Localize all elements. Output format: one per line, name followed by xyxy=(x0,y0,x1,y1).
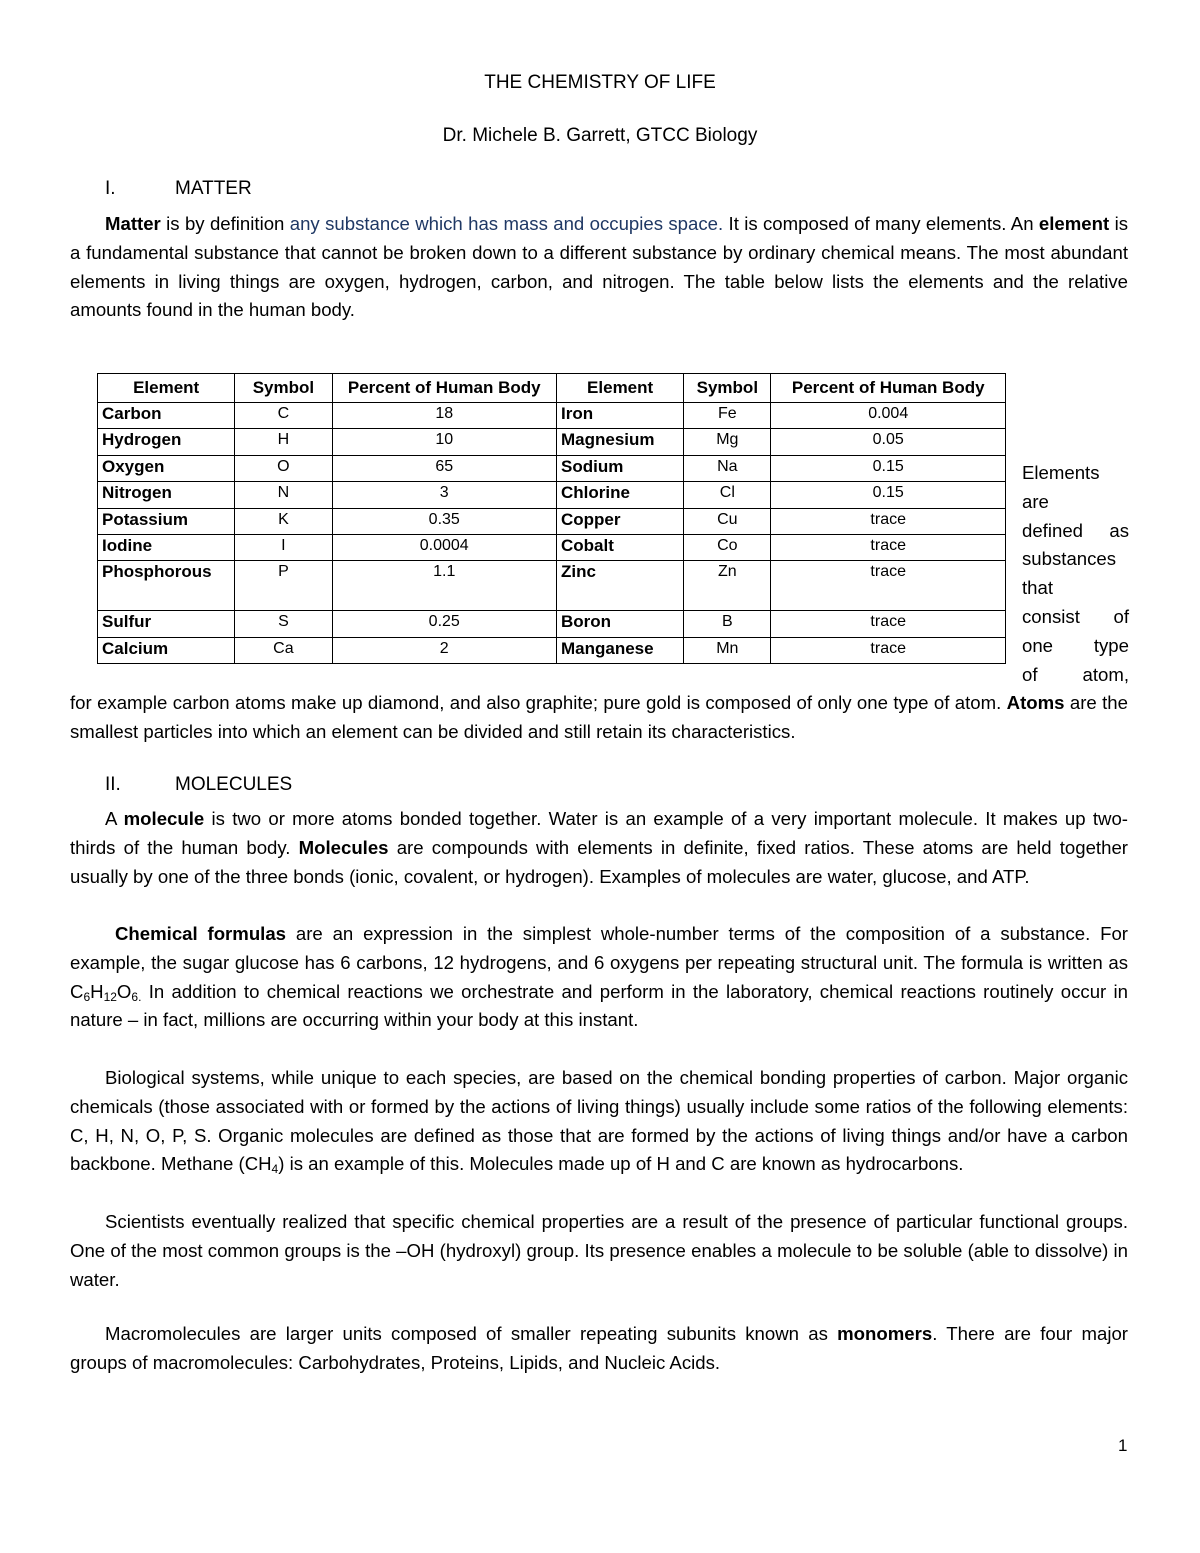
formula-part: C xyxy=(70,980,84,1002)
side-note-line: that xyxy=(1022,577,1054,599)
table-cell: 18 xyxy=(332,403,556,429)
text-run: It is composed of many elements. An xyxy=(723,213,1039,234)
table-row xyxy=(98,534,1006,560)
table-cell: I xyxy=(235,534,332,560)
bold-term: Molecules xyxy=(298,836,389,858)
text-run: is a fundamental substance that cannot be broken down to a different substance by ordinary chemical means. The most abundant elements in living things are oxygen, hydrogen, carbon, and nitrogen. The table below lists the elements and the relative amounts found in the human body. xyxy=(70,213,1128,321)
side-note-line: substances xyxy=(1022,548,1117,570)
table-cell: Manganese xyxy=(556,637,683,663)
formula-part: O xyxy=(116,980,132,1002)
table-cell: Carbon xyxy=(98,403,235,429)
table-cell: 2 xyxy=(332,637,556,663)
table-cell: Cobalt xyxy=(556,534,683,560)
table-cell: Fe xyxy=(684,403,771,429)
paragraph-biological-systems xyxy=(70,1064,1128,1179)
section-title: MOLECULES xyxy=(175,774,293,795)
table-header: Element xyxy=(98,374,235,403)
table-cell: 0.004 xyxy=(771,403,1006,429)
table-cell: Zn xyxy=(684,561,771,611)
text-run: is by definition xyxy=(160,213,290,234)
text-run: Biological systems, while unique to each species, are based on the chemical bonding properties of carbon. Major organic chemicals (those associated with or formed by the actions of living things) usually include some ratios of the following elements: C, H, N, O, P, S. Organic molecules are defined as those that are formed by the actions of living things and/or have a carbon backbone. Methane (CH xyxy=(70,1067,1128,1175)
elements-table xyxy=(97,373,1006,664)
table-cell: Cu xyxy=(684,508,771,534)
text-run: In addition to chemical reactions we orchestrate and perform in the laboratory, chemical reactions routinely occur in nature – in fact, millions are occurring within your body at this instant. xyxy=(70,980,1128,1031)
text-run: A xyxy=(105,808,124,829)
table-cell: Zinc xyxy=(556,561,683,611)
bold-term: monomers xyxy=(837,1323,933,1344)
bold-term: Matter xyxy=(105,213,161,234)
table-cell: Calcium xyxy=(98,637,235,663)
table-cell: Potassium xyxy=(98,508,235,534)
table-cell: Mg xyxy=(684,429,771,455)
table-cell: Ca xyxy=(235,637,332,663)
table-cell: Hydrogen xyxy=(98,429,235,455)
section-number: II. xyxy=(105,774,121,795)
table-cell: N xyxy=(235,482,332,508)
table-cell: C xyxy=(235,403,332,429)
side-note-line: one type xyxy=(1022,634,1129,656)
table-cell: 10 xyxy=(332,429,556,455)
table-row xyxy=(98,561,1006,611)
table-cell: O xyxy=(235,455,332,481)
table-header-row xyxy=(98,374,1006,403)
paragraph-matter xyxy=(70,210,1128,325)
table-cell: Iodine xyxy=(98,534,235,560)
text-run: for example carbon atoms make up diamond, and also graphite; pure gold is composed of only one type of atom. xyxy=(70,692,1007,713)
side-note-line: Elements xyxy=(1022,462,1100,483)
table-cell: Magnesium xyxy=(556,429,683,455)
table-header: Percent of Human Body xyxy=(771,374,1006,403)
paragraph-atoms xyxy=(70,689,1128,747)
table-header: Symbol xyxy=(235,374,332,403)
paragraph-molecule xyxy=(70,805,1128,891)
table-cell: 0.25 xyxy=(332,611,556,637)
table-cell: S xyxy=(235,611,332,637)
table-cell: 3 xyxy=(332,482,556,508)
table-cell: K xyxy=(235,508,332,534)
table-cell: Phosphorous xyxy=(98,561,235,611)
side-note-text xyxy=(1022,459,1129,689)
formula-subscript: 12 xyxy=(103,989,117,1004)
table-header: Element xyxy=(556,374,683,403)
table-cell: B xyxy=(684,611,771,637)
side-note-line: defined as xyxy=(1022,519,1129,541)
table-cell: trace xyxy=(771,561,1006,611)
table-cell: Cl xyxy=(684,482,771,508)
table-cell: 0.05 xyxy=(771,429,1006,455)
bold-term: element xyxy=(1038,213,1110,234)
table-cell: H xyxy=(235,429,332,455)
table-row xyxy=(98,429,1006,455)
table-cell: trace xyxy=(771,534,1006,560)
paragraph-functional-groups xyxy=(70,1208,1128,1294)
table-cell: trace xyxy=(771,611,1006,637)
table-row xyxy=(98,455,1006,481)
side-note-line: consist of xyxy=(1022,605,1129,627)
text-run: . There are four major groups of macromolecules: Carbohydrates, Proteins, Lipids, and Nucleic Acids. xyxy=(70,1323,1128,1373)
table-cell: Mn xyxy=(684,637,771,663)
table-cell: 1.1 xyxy=(332,561,556,611)
table-cell: Copper xyxy=(556,508,683,534)
table-cell: Co xyxy=(684,534,771,560)
text-run: mass xyxy=(503,213,548,234)
formula-subscript: 6. xyxy=(131,989,142,1004)
table-header: Symbol xyxy=(684,374,771,403)
table-cell: Na xyxy=(684,455,771,481)
formula-glucose xyxy=(70,981,141,1002)
text-run: is two or more atoms bonded together. Water is an example of a very important molecule. It makes up two-thirds of the human body. xyxy=(70,808,1128,858)
text-run: Macromolecules are larger units composed of smaller repeating subunits known as xyxy=(105,1323,838,1344)
section-title: MATTER xyxy=(175,178,252,199)
table-cell: Chlorine xyxy=(556,482,683,508)
formula-subscript: 4 xyxy=(271,1162,279,1177)
side-note-line: of atom, xyxy=(1022,663,1129,685)
table-row xyxy=(98,508,1006,534)
page-number: 1 xyxy=(1118,1436,1128,1455)
table-cell: 0.35 xyxy=(332,508,556,534)
table-cell: 0.15 xyxy=(771,482,1006,508)
text-run: Scientists eventually realized that specific chemical properties are a result of the presence of particular functional groups. One of the most common groups is the –OH (hydroxyl) group. Its presence enables a molecule to be soluble (able to dissolve) in water. xyxy=(70,1211,1128,1290)
text-run: are an expression in the simplest whole-number terms of the composition of a substance. For example, the sugar glucose has 6 carbons, 12 hydrogens, and 6 oxygens per repeating structural unit. The formula is written as xyxy=(70,923,1128,973)
formula-subscript: 6 xyxy=(83,989,91,1004)
table-cell: 65 xyxy=(332,455,556,481)
text-run: are the smallest particles into which an element can be divided and still retain its characteristics. xyxy=(70,692,1128,742)
table-cell: Boron xyxy=(556,611,683,637)
text-run: ) is an example of this. Molecules made up of H and C are known as hydrocarbons. xyxy=(278,1153,964,1175)
text-run: are compounds with elements in definite, fixed ratios. These atoms are held together usually by one of the three bonds (ionic, covalent, or hydrogen). Examples of molecules are water, glucose, and ATP. xyxy=(70,836,1128,887)
table-cell: P xyxy=(235,561,332,611)
table-cell: trace xyxy=(771,637,1006,663)
bold-term: Atoms xyxy=(1006,692,1065,713)
paragraph-chemical-formulas xyxy=(70,920,1128,1035)
paragraph-macromolecules xyxy=(70,1320,1128,1378)
bold-term: molecule xyxy=(123,808,205,829)
table-cell: Iron xyxy=(556,403,683,429)
section-number: I. xyxy=(105,178,116,199)
document-title: THE CHEMISTRY OF LIFE xyxy=(484,72,716,93)
table-cell: Nitrogen xyxy=(98,482,235,508)
text-run: any substance which has xyxy=(289,213,504,234)
section-heading-matter xyxy=(105,178,252,200)
table-cell: trace xyxy=(771,508,1006,534)
side-note-line: are xyxy=(1022,490,1049,512)
table-cell: Oxygen xyxy=(98,455,235,481)
table-cell: Sulfur xyxy=(98,611,235,637)
table-cell: 0.0004 xyxy=(332,534,556,560)
formula-part: H xyxy=(90,980,104,1002)
table-row xyxy=(98,403,1006,429)
table-cell: Sodium xyxy=(556,455,683,481)
table-cell: 0.15 xyxy=(771,455,1006,481)
bold-term: Chemical formulas xyxy=(115,923,287,944)
text-run: and occupies space. xyxy=(547,213,724,234)
document-author: Dr. Michele B. Garrett, GTCC Biology xyxy=(442,125,758,146)
table-row xyxy=(98,611,1006,637)
table-row xyxy=(98,482,1006,508)
table-header: Percent of Human Body xyxy=(332,374,556,403)
table-row xyxy=(98,637,1006,663)
section-heading-molecules xyxy=(105,774,292,796)
